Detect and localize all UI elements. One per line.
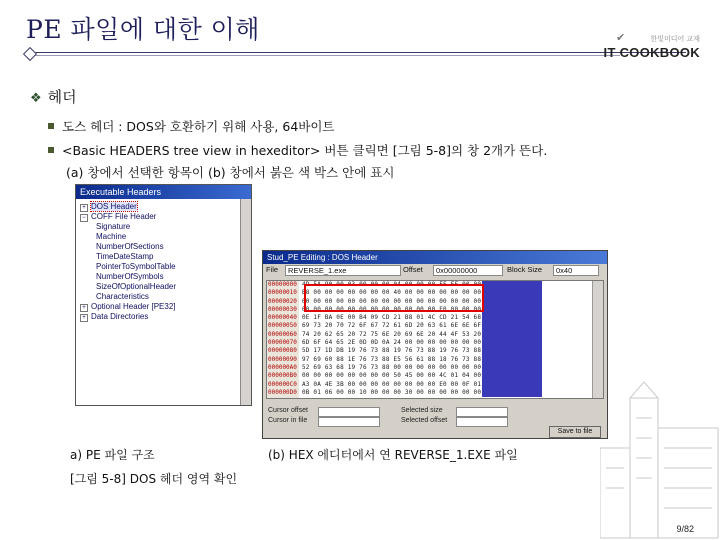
tree-item-label: Machine bbox=[96, 232, 127, 241]
window-title: Executable Headers bbox=[76, 185, 251, 199]
bullet-text: 도스 헤더 : DOS와 호환하기 위해 사용, 64바이트 bbox=[62, 119, 335, 134]
tree-item-label: Optional Header [PE32] bbox=[91, 302, 176, 311]
save-to-file-button[interactable]: Save to file bbox=[549, 426, 601, 438]
hex-row-bytes: A3 0A 4E 3B 00 00 00 00 00 00 00 00 E0 00 0F 01 bbox=[302, 380, 482, 388]
hex-row bbox=[267, 356, 603, 364]
caption-a: a) PE 파일 구조 bbox=[70, 448, 155, 462]
tree-item-label: TimeDateStamp bbox=[96, 252, 154, 261]
tree-item[interactable] bbox=[80, 262, 251, 272]
title-divider-secondary bbox=[26, 55, 620, 56]
hex-row-bytes: 00 00 00 00 00 00 00 00 00 00 00 00 00 00 00 00 bbox=[302, 297, 482, 305]
caption-b: (b) HEX 에디터에서 연 REVERSE_1.EXE 파일 bbox=[268, 448, 518, 462]
hex-row-ascii bbox=[482, 364, 542, 372]
tree-item-label: SizeOfOptionalHeader bbox=[96, 282, 177, 291]
square-bullet-icon bbox=[48, 147, 54, 153]
tree-item[interactable] bbox=[80, 292, 251, 302]
hex-row-bytes: 69 73 20 70 72 6F 67 72 61 6D 20 63 61 6E 6E 6F bbox=[302, 322, 482, 330]
hex-row-offset: 00000010 bbox=[268, 289, 297, 297]
hex-row bbox=[267, 364, 603, 372]
hex-row-offset: 00000060 bbox=[268, 330, 297, 338]
check-icon: ✔ bbox=[616, 31, 626, 44]
hex-row-ascii bbox=[482, 289, 542, 297]
hex-row-ascii bbox=[482, 281, 542, 289]
hex-row bbox=[267, 389, 603, 397]
tree-item[interactable] bbox=[80, 232, 251, 242]
window-title: Stud_PE Editing : DOS Header bbox=[263, 251, 607, 264]
hex-row-ascii bbox=[482, 322, 542, 330]
selected-size-label: Selected size bbox=[401, 407, 443, 414]
selection-highlight-box bbox=[304, 284, 484, 312]
divider-diamond-icon bbox=[23, 47, 37, 61]
hex-row bbox=[267, 381, 603, 389]
hex-row bbox=[267, 347, 603, 355]
tree-item-label: NumberOfSymbols bbox=[96, 272, 164, 281]
hex-row-offset: 00000000 bbox=[268, 281, 297, 288]
figure-caption: [그림 5-8] DOS 헤더 영역 확인 bbox=[70, 472, 238, 486]
hex-row-ascii bbox=[482, 298, 542, 306]
hex-row-bytes: 74 20 62 65 20 72 75 6E 20 69 6E 20 44 4F 53 20 bbox=[302, 330, 482, 338]
file-field[interactable]: REVERSE_1.exe bbox=[285, 265, 401, 276]
tree-item[interactable] bbox=[80, 272, 251, 282]
tree-item-label: Characteristics bbox=[96, 292, 149, 301]
selected-offset-field bbox=[456, 417, 508, 427]
hex-row-ascii bbox=[482, 372, 542, 380]
hex-row-ascii bbox=[482, 339, 542, 347]
tree-item-label: NumberOfSections bbox=[96, 242, 164, 251]
hex-row bbox=[267, 372, 603, 380]
bullet-item bbox=[48, 141, 547, 159]
hex-row-bytes: 5D 17 1D DB 19 76 73 88 19 76 73 88 19 76 73 88 bbox=[302, 347, 482, 355]
hex-row-bytes: 97 69 60 88 1E 76 73 88 E5 56 61 88 18 76 73 88 bbox=[302, 355, 482, 363]
hex-row-bytes: 0B 01 06 00 00 10 00 00 00 30 00 00 00 00 00 00 bbox=[302, 388, 482, 396]
cursor-in-file-field bbox=[318, 417, 380, 427]
hex-row-bytes: 6D 6F 64 65 2E 0D 0D 0A 24 00 00 00 00 00 00 00 bbox=[302, 339, 482, 347]
hex-row-offset: 00000020 bbox=[268, 297, 297, 305]
expand-icon[interactable]: + bbox=[80, 204, 88, 212]
bullet-text: <Basic HEADERS tree view in hexeditor> 버튼 클릭면 [그림 5-8]의 창 2개가 뜬다. bbox=[62, 143, 548, 158]
page-number: 9/82 bbox=[676, 524, 694, 534]
slide-title: PE 파일에 대한 이해 bbox=[26, 15, 260, 44]
hex-row-bytes: 0E 1F BA 0E 00 B4 09 CD 21 B8 01 4C CD 21 54 68 bbox=[302, 314, 482, 322]
hex-row-bytes: 00 00 00 00 00 00 00 00 00 00 00 00 E0 00 00 00 bbox=[302, 305, 482, 313]
hex-row-bytes: 4D 5A 90 00 03 00 00 00 04 00 00 00 FF FF 00 00 bbox=[302, 281, 482, 288]
hex-row-offset: 00000070 bbox=[268, 339, 297, 347]
hex-row-offset: 00000050 bbox=[268, 322, 297, 330]
hex-row-offset: 000000B0 bbox=[268, 372, 297, 380]
hex-dump[interactable] bbox=[266, 280, 604, 399]
bullet-item bbox=[48, 117, 335, 135]
square-bullet-icon bbox=[48, 123, 54, 129]
hex-row-ascii bbox=[482, 314, 542, 322]
section-heading-text: 헤더 bbox=[47, 88, 77, 106]
hex-row-bytes: B8 00 00 00 00 00 00 00 40 00 00 00 00 00 00 00 bbox=[302, 289, 482, 297]
hex-toolbar bbox=[263, 264, 607, 276]
hex-row-bytes: 52 69 63 68 19 76 73 88 00 00 00 00 00 00 00 00 bbox=[302, 363, 482, 371]
diamond-bullet-icon: ❖ bbox=[30, 91, 42, 106]
hex-row-offset: 00000030 bbox=[268, 305, 297, 313]
hex-row-ascii bbox=[482, 347, 542, 355]
executable-headers-window bbox=[75, 184, 252, 406]
hex-row-ascii bbox=[482, 381, 542, 389]
tree-item-label: COFF File Header bbox=[91, 212, 157, 221]
expand-icon[interactable]: + bbox=[80, 314, 88, 322]
hex-row-ascii bbox=[482, 331, 542, 339]
selected-size-field bbox=[456, 407, 508, 417]
tree-item-label: Signature bbox=[96, 222, 131, 231]
hex-row bbox=[267, 339, 603, 347]
tree-item[interactable] bbox=[80, 302, 251, 312]
hex-row-ascii bbox=[482, 356, 542, 364]
collapse-icon[interactable]: − bbox=[80, 214, 88, 222]
header-tree bbox=[76, 199, 251, 322]
expand-icon[interactable]: + bbox=[80, 304, 88, 312]
offset-field[interactable]: 0x00000000 bbox=[433, 265, 503, 276]
block-size-label: Block Size bbox=[507, 265, 543, 274]
tree-item[interactable] bbox=[80, 282, 251, 292]
cursor-in-file-label: Cursor in file bbox=[268, 417, 308, 424]
tree-item-label: Data Directories bbox=[91, 312, 149, 321]
hex-row-offset: 00000090 bbox=[268, 355, 297, 363]
hex-row-offset: 000000A0 bbox=[268, 363, 297, 371]
publisher-logo bbox=[603, 31, 700, 64]
logo-brand: IT COOKBOOK bbox=[603, 45, 700, 60]
offset-label: Offset bbox=[403, 265, 423, 274]
hex-row-offset: 000000C0 bbox=[268, 380, 297, 388]
tree-item[interactable] bbox=[80, 212, 251, 222]
cursor-offset-field bbox=[318, 407, 380, 417]
tree-item[interactable] bbox=[80, 202, 251, 212]
tree-item-label: DOS Header bbox=[91, 202, 137, 211]
hex-row bbox=[267, 314, 603, 322]
hex-row-offset: 00000040 bbox=[268, 314, 297, 322]
tree-item[interactable] bbox=[80, 242, 251, 252]
tree-item[interactable] bbox=[80, 252, 251, 262]
hex-row-ascii bbox=[482, 389, 542, 397]
title-divider bbox=[26, 52, 686, 53]
section-heading bbox=[30, 86, 77, 107]
hex-editor-window bbox=[262, 250, 608, 439]
tree-item-label: PointerToSymbolTable bbox=[96, 262, 176, 271]
tree-item[interactable] bbox=[80, 312, 251, 322]
logo-subtitle: 한빛미디어 교재 bbox=[650, 35, 700, 43]
cursor-offset-label: Cursor offset bbox=[268, 407, 308, 414]
file-label: File bbox=[266, 265, 279, 274]
selected-offset-label: Selected offset bbox=[401, 417, 448, 424]
building-illustration-icon bbox=[600, 378, 720, 540]
tree-scrollbar[interactable] bbox=[240, 199, 251, 405]
hex-row bbox=[267, 322, 603, 330]
hex-row-bytes: 00 00 00 00 00 00 00 00 50 45 00 00 4C 01 04 00 bbox=[302, 372, 482, 380]
hex-row-offset: 00000080 bbox=[268, 347, 297, 355]
hex-row bbox=[267, 331, 603, 339]
tree-item[interactable] bbox=[80, 222, 251, 232]
hex-row-offset: 000000D0 bbox=[268, 388, 297, 396]
bullet-continuation: (a) 창에서 선택한 항목이 (b) 창에서 붉은 색 박스 안에 표시 bbox=[66, 165, 395, 180]
block-size-field[interactable]: 0x40 bbox=[553, 265, 599, 276]
hex-row-ascii bbox=[482, 306, 542, 314]
